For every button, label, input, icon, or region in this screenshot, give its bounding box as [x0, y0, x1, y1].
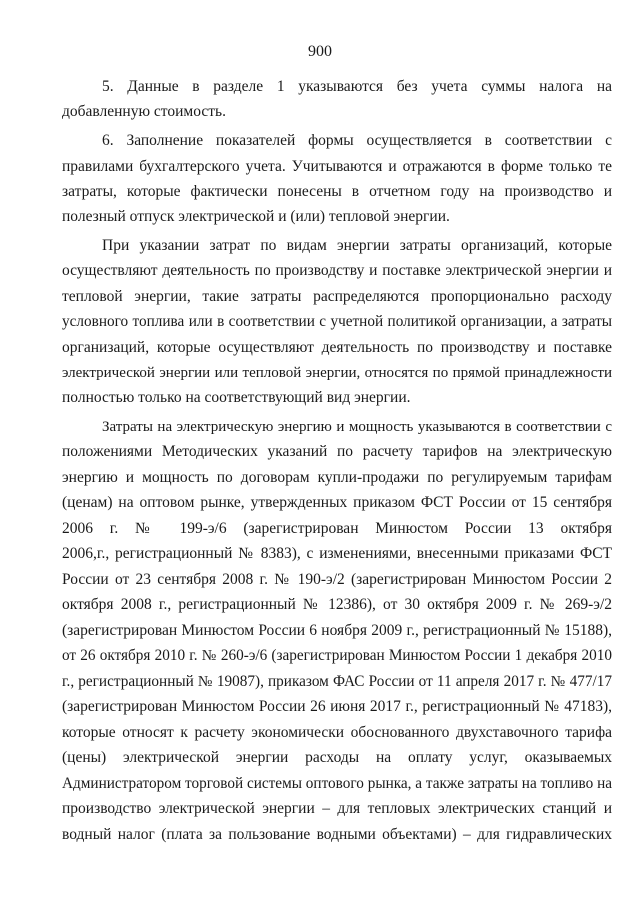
- paragraph-costs-line-5: 2006 г. № 199-э/6 (зарегистрирован Минюстом России 13 октября: [62, 520, 612, 537]
- paragraph-costs-line-14: (цены) электрической энергии расходы на оплату услуг, оказываемых: [62, 749, 612, 766]
- paragraph-energy-line-6: электрической энергии или тепловой энергии, относятся по прямой принадлежности: [62, 365, 612, 381]
- paragraph-6-line-2: правилами бухгалтерского учета. Учитываются и отражаются в форме только те: [62, 158, 612, 175]
- paragraph-energy-line-2: осуществляют деятельность по производству и поставке электрической энергии и: [62, 262, 612, 279]
- paragraph-energy-line-4: условного топлива или в соответствии с учетной политикой организации, а затраты: [62, 313, 612, 330]
- paragraph-costs-line-17: водный налог (плата за пользование водными объектами) – для гидравлических: [62, 826, 612, 843]
- paragraph-energy-line-1: При указании затрат по видам энергии затраты организаций, которые: [102, 237, 612, 254]
- paragraph-costs-line-3: энергию и мощность по договорам купли-продажи по регулируемым тарифам: [62, 469, 612, 486]
- page-number: 900: [308, 43, 332, 60]
- paragraph-costs-line-10: от 26 октября 2010 г. № 260-э/6 (зарегистрирован Минюстом России 1 декабря 2010: [62, 647, 612, 664]
- paragraph-costs-line-11: г., регистрационный № 19087), приказом ФАС России от 11 апреля 2017 г. № 477/17: [62, 673, 612, 690]
- paragraph-costs-line-8: октября 2008 г., регистрационный № 12386), от 30 октября 2009 г. № 269-э/2: [62, 596, 612, 613]
- paragraph-energy-line-3: тепловой энергии, такие затраты распределяются пропорционально расходу: [62, 288, 612, 305]
- paragraph-costs-line-13: которые относят к расчету экономически обоснованного двухставочного тарифа: [62, 724, 612, 741]
- paragraph-energy-line-7: полностью только на соответствующий вид энергии.: [62, 389, 411, 406]
- paragraph-costs-line-4: (ценам) на оптовом рынке, утвержденных приказом ФСТ России от 15 сентября: [62, 494, 612, 511]
- paragraph-costs-line-9: (зарегистрирован Минюстом России 6 ноября 2009 г., регистрационный № 15188),: [62, 622, 612, 639]
- paragraph-costs-line-1: Затраты на электрическую энергию и мощность указываются в соответствии с: [102, 419, 612, 435]
- paragraph-6-line-3: затраты, которые фактически понесены в отчетном году на производство и: [62, 183, 612, 200]
- paragraph-costs-line-15: Администратором торговой системы оптового рынка, а также затраты на топливо на: [62, 775, 613, 792]
- paragraph-6-line-1: 6. Заполнение показателей формы осуществляется в соответствии с: [102, 132, 612, 149]
- paragraph-costs-line-2: положениями Методических указаний по расчету тарифов на электрическую: [62, 443, 612, 460]
- paragraph-5-line-2: добавленную стоимость.: [62, 103, 226, 120]
- paragraph-energy-line-5: организаций, которые осуществляют деятельность по производству и поставке: [62, 339, 612, 356]
- paragraph-costs-line-6: 2006,г., регистрационный № 8383), с изменениями, внесенными приказами ФСТ: [62, 545, 612, 562]
- paragraph-costs-line-12: (зарегистрирован Минюстом России 26 июня 2017 г., регистрационный № 47183),: [62, 698, 612, 715]
- paragraph-costs-line-7: России от 23 сентября 2008 г. № 190-э/2 (зарегистрирован Минюстом России 2: [62, 571, 612, 588]
- paragraph-5-line-1: 5. Данные в разделе 1 указываются без учета суммы налога на: [102, 78, 612, 95]
- paragraph-6-line-4: полезный отпуск электрической и (или) тепловой энергии.: [62, 208, 450, 225]
- paragraph-costs-line-16: производство электрической энергии – для тепловых электрических станций и: [62, 800, 612, 817]
